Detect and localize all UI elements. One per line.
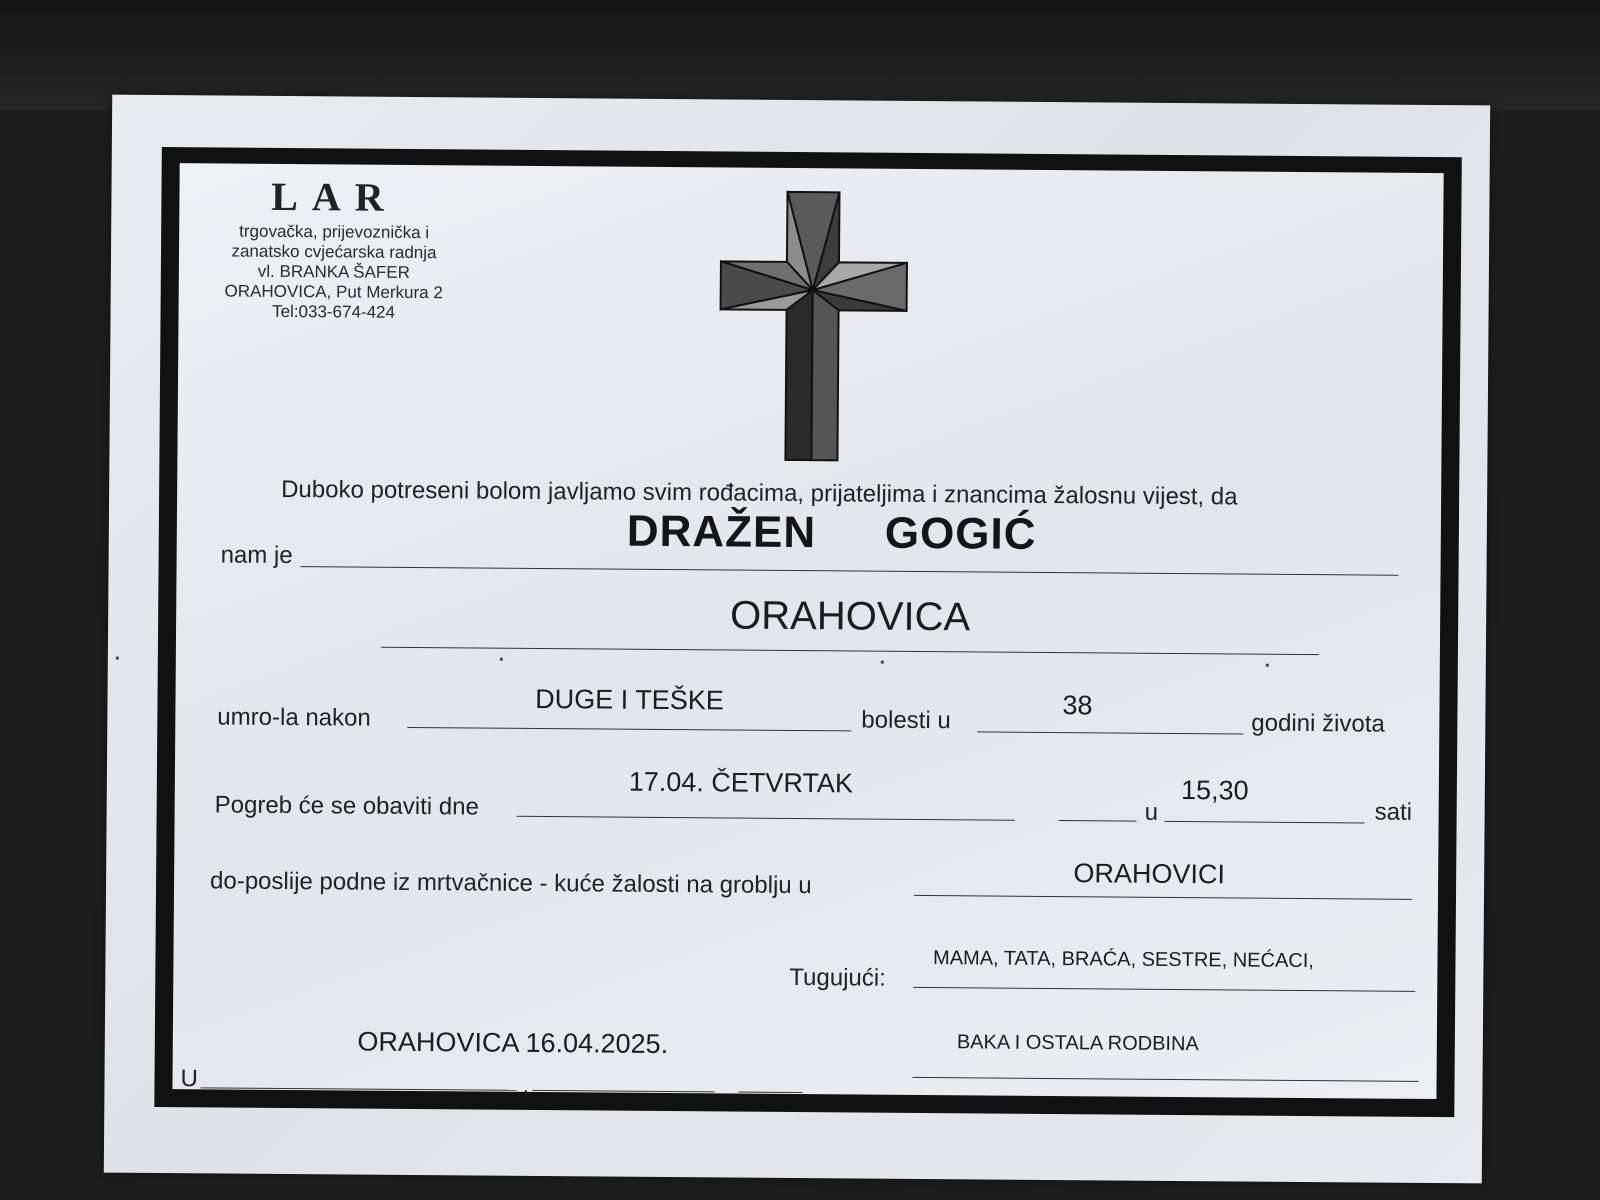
mourners-label: Tugujući:: [789, 963, 886, 992]
dot-mark: [500, 658, 503, 661]
dot-mark: [1266, 664, 1269, 667]
illness-value: DUGE I TEŠKE: [535, 683, 724, 716]
footer-date-underline: [532, 1090, 714, 1092]
death-label: umro-la nakon: [217, 703, 371, 732]
notice-content: [172, 163, 1443, 1099]
time-underline: [1165, 821, 1365, 824]
cemetery-place: ORAHOVICI: [1073, 858, 1226, 890]
age-suffix: godini života: [1251, 709, 1385, 738]
funeral-date: 17.04. ČETVRTAK: [628, 766, 854, 799]
footer-u-label: U: [180, 1065, 198, 1093]
company-line: zanatsko cvjećarska radnja: [231, 241, 437, 263]
time-suffix: sati: [1374, 798, 1413, 826]
black-border-frame: [154, 147, 1461, 1117]
deceased-last-name: GOGIĆ: [884, 508, 1037, 559]
age-value: 38: [1062, 690, 1093, 721]
company-address: ORAHOVICA, Put Merkura 2: [224, 281, 443, 303]
background: [0, 0, 1600, 110]
dot-mark: [116, 657, 119, 660]
time-prefix: u: [1144, 798, 1159, 826]
residence-underline: [381, 647, 1319, 655]
company-line: trgovačka, prijevoznička i: [239, 221, 430, 243]
intro-sentence: Duboko potreseni bolom javljamo svim rođacima, prijateljima i znancima žalosnu vijest, da: [281, 475, 1238, 511]
deceased-first-name: DRAŽEN: [626, 506, 817, 558]
company-phone: Tel:033-674-424: [272, 301, 396, 322]
name-label: nam je: [220, 541, 293, 570]
illness-underline: [407, 727, 851, 731]
mourners-line-1: MAMA, TATA, BRAĆA, SESTRE, NEĆACI,: [933, 947, 1314, 973]
footer-year-underline: [738, 1092, 802, 1094]
company-logo: LAR: [271, 173, 398, 220]
dot-mark: [881, 661, 884, 664]
cross-icon: [717, 189, 909, 462]
mourners-underline-1: [913, 987, 1415, 992]
death-notice-paper: [104, 95, 1490, 1184]
cemetery-label: do-poslije podne iz mrtvačnice - kuće žalosti na groblju u: [209, 867, 812, 900]
funeral-time: 15,30: [1180, 775, 1249, 806]
short-underline: [1059, 820, 1137, 822]
name-underline: [301, 566, 1399, 576]
company-info: [198, 173, 469, 323]
mourners-underline-2: [913, 1077, 1419, 1082]
mourners-line-2: BAKA I OSTALA RODBINA: [956, 1031, 1199, 1056]
company-owner: vl. BRANKA ŠAFER: [257, 261, 410, 282]
funeral-label: Pogreb će se obaviti dne: [214, 791, 479, 821]
residence-place: ORAHOVICA: [729, 593, 971, 640]
cemetery-underline: [914, 895, 1412, 900]
illness-suffix: bolesti u: [861, 706, 951, 735]
footer-place-underline: [200, 1087, 516, 1090]
footer-place-date: ORAHOVICA 16.04.2025.: [357, 1026, 669, 1059]
age-underline: [977, 731, 1243, 734]
funeral-date-underline: [517, 816, 1015, 821]
footer-comma: ,: [522, 1071, 530, 1099]
